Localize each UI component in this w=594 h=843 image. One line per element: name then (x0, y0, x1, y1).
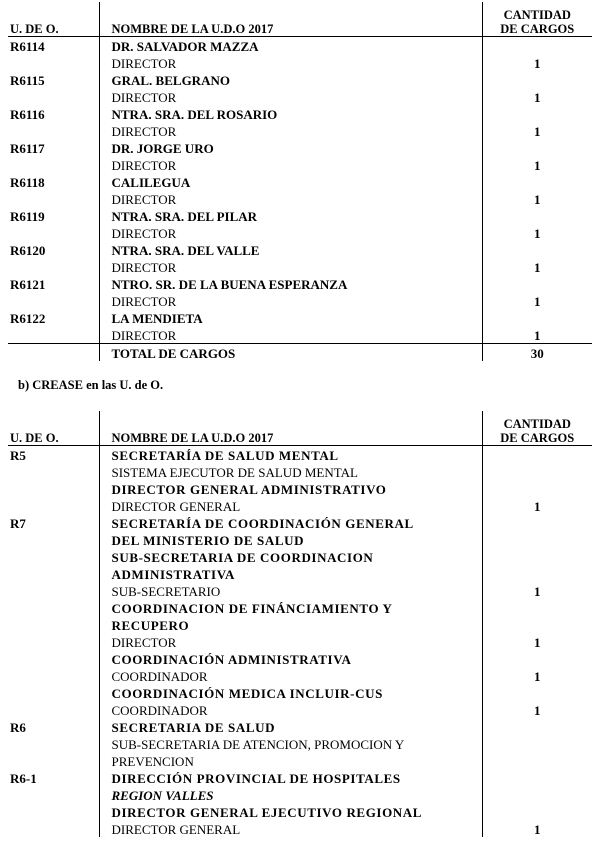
row-name: NTRA. SRA. DEL PILAR (99, 207, 482, 224)
row-code: R6115 (10, 73, 45, 88)
row-unit: PREVENCION (99, 752, 482, 769)
row-position: DIRECTOR (99, 326, 482, 344)
row-name: COORDINACION DE FINÁNCIAMIENTO Y (99, 599, 482, 616)
row-name: SUB-SECRETARIA DE COORDINACION (99, 548, 482, 565)
row-code: R5 (10, 448, 26, 463)
row-position: DIRECTOR (99, 122, 482, 139)
row-name: DIRECTOR GENERAL EJECUTIVO REGIONAL (99, 803, 482, 820)
table-row (8, 122, 592, 139)
row-qty: 1 (482, 633, 592, 650)
table-row (8, 463, 592, 480)
row-name: COORDINACIÓN ADMINISTRATIVA (99, 650, 482, 667)
row-code: R6121 (10, 277, 46, 292)
row-name: SECRETARIA DE SALUD (99, 718, 482, 735)
section-b-heading: b) CREASE en las U. de O. (18, 378, 164, 392)
table-row (8, 173, 592, 190)
table-row (8, 326, 592, 344)
row-name: GRAL. BELGRANO (99, 71, 482, 88)
row-position: DIRECTOR (99, 224, 482, 241)
row-position: DIRECTOR (99, 258, 482, 275)
table-row (8, 105, 592, 122)
table-row (8, 531, 592, 548)
row-code: R7 (10, 516, 26, 531)
table-row (8, 718, 592, 735)
table-row (8, 616, 592, 633)
table-row (8, 599, 592, 616)
row-qty: 1 (482, 156, 592, 173)
row-name: RECUPERO (99, 616, 482, 633)
table-row (8, 565, 592, 582)
header-name: NOMBRE DE LA U.D.O 2017 (99, 2, 482, 37)
table-row (8, 684, 592, 701)
table-row (8, 786, 592, 803)
row-position: COORDINADOR (99, 667, 482, 684)
table-row (8, 37, 592, 55)
header-code: U. DE O. (8, 411, 99, 446)
row-qty: 1 (482, 224, 592, 241)
row-code: R6114 (10, 39, 45, 54)
table-row (8, 752, 592, 769)
table-row (8, 514, 592, 531)
row-code: R6117 (10, 141, 45, 156)
row-qty: 1 (482, 292, 592, 309)
table-row (8, 292, 592, 309)
row-qty: 1 (482, 88, 592, 105)
row-name: SECRETARÍA DE SALUD MENTAL (99, 446, 482, 464)
header-qty (482, 411, 592, 446)
table-row (8, 735, 592, 752)
row-position: DIRECTOR (99, 190, 482, 207)
table-row (8, 548, 592, 565)
row-qty: 1 (482, 122, 592, 139)
table-row (8, 224, 592, 241)
table-row (8, 497, 592, 514)
row-code: R6 (10, 720, 26, 735)
total-row (8, 344, 592, 362)
row-name: NTRA. SRA. DEL ROSARIO (99, 105, 482, 122)
row-name: COORDINACIÓN MEDICA INCLUIR-CUS (99, 684, 482, 701)
row-unit: SISTEMA EJECUTOR DE SALUD MENTAL (99, 463, 482, 480)
table-row (8, 54, 592, 71)
row-position: DIRECTOR GENERAL (99, 820, 482, 837)
table-row (8, 769, 592, 786)
row-qty: 1 (482, 667, 592, 684)
row-name: SECRETARÍA DE COORDINACIÓN GENERAL (99, 514, 482, 531)
row-name: DIRECCIÓN PROVINCIAL DE HOSPITALES (99, 769, 482, 786)
table-row (8, 309, 592, 326)
row-code: R6116 (10, 107, 45, 122)
row-qty: 1 (482, 326, 592, 344)
table-row (8, 88, 592, 105)
header-qty-line2: DE CARGOS (500, 22, 575, 36)
row-qty: 1 (482, 258, 592, 275)
table-row (8, 258, 592, 275)
table-row (8, 480, 592, 497)
row-name: DEL MINISTERIO DE SALUD (99, 531, 482, 548)
table-row (8, 582, 592, 599)
row-qty: 1 (482, 582, 592, 599)
positions-table-1 (8, 2, 592, 361)
row-qty: 1 (482, 54, 592, 71)
row-region: REGION VALLES (99, 786, 482, 803)
row-name: LA MENDIETA (99, 309, 482, 326)
row-code: R6120 (10, 243, 46, 258)
table-row (8, 650, 592, 667)
header-name: NOMBRE DE LA U.D.O 2017 (99, 411, 482, 446)
row-name: DR. SALVADOR MAZZA (99, 37, 482, 55)
table-row (8, 241, 592, 258)
row-qty: 1 (482, 820, 592, 837)
row-name: CALILEGUA (99, 173, 482, 190)
table-row (8, 139, 592, 156)
table-row (8, 667, 592, 684)
row-code: R6-1 (10, 771, 37, 786)
row-code: R6118 (10, 175, 45, 190)
total-label: TOTAL DE CARGOS (99, 344, 482, 362)
row-name: NTRO. SR. DE LA BUENA ESPERANZA (99, 275, 482, 292)
header-qty-line1: CANTIDAD (503, 8, 571, 22)
row-qty: 1 (482, 190, 592, 207)
row-unit: SUB-SECRETARIA DE ATENCION, PROMOCION Y (99, 735, 482, 752)
table-row (8, 190, 592, 207)
table-header-row (8, 411, 592, 446)
table-row (8, 803, 592, 820)
row-name: NTRA. SRA. DEL VALLE (99, 241, 482, 258)
row-name: DIRECTOR GENERAL ADMINISTRATIVO (99, 480, 482, 497)
header-qty-line1: CANTIDAD (503, 417, 571, 431)
table-row (8, 207, 592, 224)
table-row (8, 156, 592, 173)
row-position: SUB-SECRETARIO (99, 582, 482, 599)
table-row (8, 275, 592, 292)
table-row (8, 446, 592, 464)
table-row (8, 820, 592, 837)
table-header-row (8, 2, 592, 37)
table-row (8, 71, 592, 88)
table-row (8, 701, 592, 718)
header-code: U. DE O. (8, 2, 99, 37)
row-position: COORDINADOR (99, 701, 482, 718)
row-qty: 1 (482, 497, 592, 514)
row-name: ADMINISTRATIVA (99, 565, 482, 582)
row-position: DIRECTOR (99, 292, 482, 309)
header-qty-line2: DE CARGOS (500, 431, 575, 445)
total-value: 30 (482, 344, 592, 362)
row-position: DIRECTOR GENERAL (99, 497, 482, 514)
row-position: DIRECTOR (99, 54, 482, 71)
row-code: R6119 (10, 209, 45, 224)
row-position: DIRECTOR (99, 88, 482, 105)
positions-table-2 (8, 411, 592, 837)
row-qty: 1 (482, 701, 592, 718)
row-name: DR. JORGE URO (99, 139, 482, 156)
table-row (8, 633, 592, 650)
row-position: DIRECTOR (99, 633, 482, 650)
row-position: DIRECTOR (99, 156, 482, 173)
row-code: R6122 (10, 311, 46, 326)
header-qty (482, 2, 592, 37)
